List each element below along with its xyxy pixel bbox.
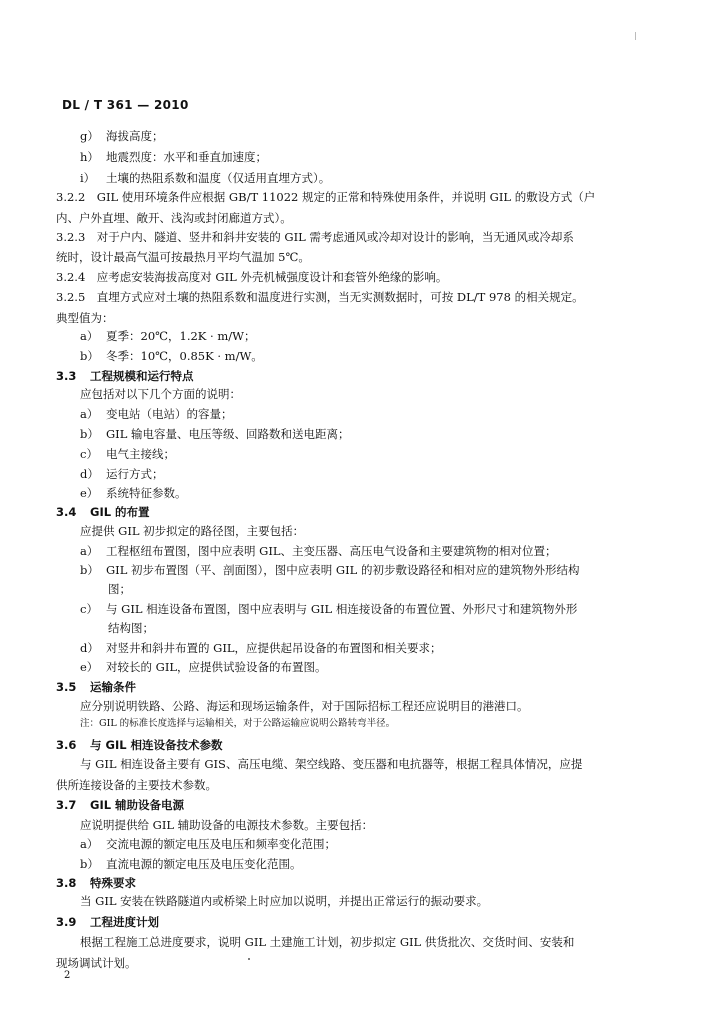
section-heading (56, 797, 184, 813)
list-item (80, 836, 336, 852)
clause-paragraph: 3.2.2 GIL 使用环境条件应根据 GB/T 11022 规定的正常和特殊使用条件，并说明 GIL 的敷设方式（户 (56, 190, 596, 204)
page-number: 2 (64, 970, 71, 981)
list-item (80, 348, 263, 364)
text-line: 应分别说明铁路、公路、海运和现场运输条件，对于国际招标工程还应说明目的港港口。 (80, 699, 529, 713)
list-item-text: 直流电源的额定电压及电压变化范围。 (106, 857, 302, 871)
list-item (80, 149, 267, 165)
list-item-text: 工程枢纽布置图，图中应表明 GIL、主变压器、高压电气设备和主要建筑物的相对位置； (106, 544, 557, 558)
list-item (80, 601, 577, 617)
list-item (80, 466, 164, 482)
list-item-text: GIL 输电容量、电压等级、回路数和送电距离； (106, 427, 350, 441)
list-item (80, 128, 164, 144)
list-item-text: 夏季：20℃，1.2K · m/W； (106, 329, 256, 343)
list-item-label: i） (80, 171, 96, 185)
scan-speck (248, 958, 250, 960)
list-item-text: 运行方式； (106, 467, 164, 481)
list-item-text: 冬季：10℃，0.85K · m/W。 (106, 349, 263, 363)
list-item-label: a） (80, 837, 99, 851)
section-heading (56, 875, 136, 891)
list-item (80, 640, 442, 656)
section-title: 与 GIL 相连设备技术参数 (90, 738, 223, 752)
section-number: 3.4 (56, 505, 77, 519)
text-line: 图； (108, 582, 131, 596)
list-item-label: h） (80, 150, 99, 164)
list-item-label: b） (80, 563, 99, 577)
list-item-label: g） (80, 129, 99, 143)
text-line: 现场调试计划。 (56, 956, 137, 970)
section-title: 工程进度计划 (90, 915, 159, 929)
list-item (80, 543, 557, 559)
standard-header: DL / T 361 — 2010 (62, 98, 189, 112)
list-item-text: 对较长的 GIL，应提供试验设备的布置图。 (106, 660, 327, 674)
list-item (80, 426, 350, 442)
list-item-label: a） (80, 329, 99, 343)
list-item (80, 406, 233, 422)
list-item-text: GIL 初步布置图（平、剖面图），图中应表明 GIL 的初步敷设路径和相对应的建筑物外形结构 (106, 563, 580, 577)
list-item-text: 交流电源的额定电压及电压和频率变化范围； (106, 837, 336, 851)
list-item-label: b） (80, 857, 99, 871)
list-item-label: c） (80, 602, 98, 616)
list-item-label: d） (80, 467, 99, 481)
text-line: 当 GIL 安装在铁路隧道内或桥梁上时应加以说明，并提出正常运行的振动要求。 (80, 894, 489, 908)
clause-paragraph: 3.2.5 直埋方式应对土壤的热阻系数和温度进行实测，当无实测数据时，可按 DL/T 978 的相关规定。 (56, 290, 584, 304)
clause-paragraph: 3.2.3 对于户内、隧道、竖井和斜井安装的 GIL 需考虑通风或冷却对设计的影响，当无通风或冷却系 (56, 230, 574, 244)
section-heading (56, 914, 159, 930)
section-title: GIL 辅助设备电源 (90, 798, 185, 812)
list-item-text: 土壤的热阻系数和温度（仅适用直埋方式）。 (106, 171, 331, 185)
section-number: 3.6 (56, 738, 77, 752)
list-item-label: b） (80, 427, 99, 441)
text-line: 应包括对以下几个方面的说明： (80, 387, 241, 401)
section-number: 3.5 (56, 680, 77, 694)
list-item-text: 与 GIL 相连设备布置图，图中应表明与 GIL 相连接设备的布置位置、外形尺寸和建筑物外形 (106, 602, 578, 616)
section-number: 3.3 (56, 369, 77, 383)
section-number: 3.7 (56, 798, 77, 812)
section-number: 3.9 (56, 915, 77, 929)
list-item-label: a） (80, 407, 99, 421)
list-item-label: e） (80, 660, 99, 674)
list-item (80, 562, 579, 578)
text-line: 典型值为： (56, 311, 114, 325)
list-item-label: d） (80, 641, 99, 655)
list-item-text: 海拔高度； (106, 129, 164, 143)
list-item-text: 电气主接线； (106, 447, 175, 461)
list-item-label: b） (80, 349, 99, 363)
list-item (80, 659, 327, 675)
section-heading (56, 679, 136, 695)
section-title: 工程规模和运行特点 (90, 369, 194, 383)
scan-mark (635, 32, 636, 40)
clause-paragraph: 3.2.4 应考虑安装海拔高度对 GIL 外壳机械强度设计和套管外绝缘的影响。 (56, 270, 448, 284)
list-item-text: 变电站（电站）的容量； (106, 407, 233, 421)
section-heading (56, 737, 223, 753)
list-item (80, 170, 330, 186)
text-line: 结构图； (108, 621, 154, 635)
list-item (80, 856, 302, 872)
section-title: GIL 的布置 (90, 505, 150, 519)
list-item-label: c） (80, 447, 98, 461)
section-title: 运输条件 (90, 680, 136, 694)
list-item-text: 地震烈度：水平和垂直加速度； (106, 150, 267, 164)
section-number: 3.8 (56, 876, 77, 890)
note-text: 注：GIL 的标准长度选择与运输相关，对于公路运输应说明公路转弯半径。 (80, 718, 396, 729)
list-item-text: 对竖井和斜井布置的 GIL，应提供起吊设备的布置图和相关要求； (106, 641, 442, 655)
list-item (80, 485, 187, 501)
text-line: 供所连接设备的主要技术参数。 (56, 778, 217, 792)
list-item-text: 系统特征参数。 (106, 486, 187, 500)
section-heading (56, 368, 194, 384)
text-line: 应提供 GIL 初步拟定的路径图，主要包括： (80, 524, 305, 538)
text-line: 与 GIL 相连设备主要有 GIS、高压电缆、架空线路、变压器和电抗器等，根据工程具体情况，应提 (80, 757, 583, 771)
text-line: 根据工程施工总进度要求，说明 GIL 土建施工计划，初步拟定 GIL 供货批次、交货时间、安装和 (80, 935, 575, 949)
list-item-label: e） (80, 486, 99, 500)
text-line: 应说明提供给 GIL 辅助设备的电源技术参数。主要包括： (80, 818, 374, 832)
text-line: 统时，设计最高气温可按最热月平均气温加 5℃。 (56, 250, 310, 264)
text-line: 内、户外直埋、敞开、浅沟或封闭廊道方式）。 (56, 211, 292, 225)
list-item (80, 328, 255, 344)
section-heading (56, 504, 150, 520)
list-item (80, 446, 175, 462)
list-item-label: a） (80, 544, 99, 558)
section-title: 特殊要求 (90, 876, 136, 890)
